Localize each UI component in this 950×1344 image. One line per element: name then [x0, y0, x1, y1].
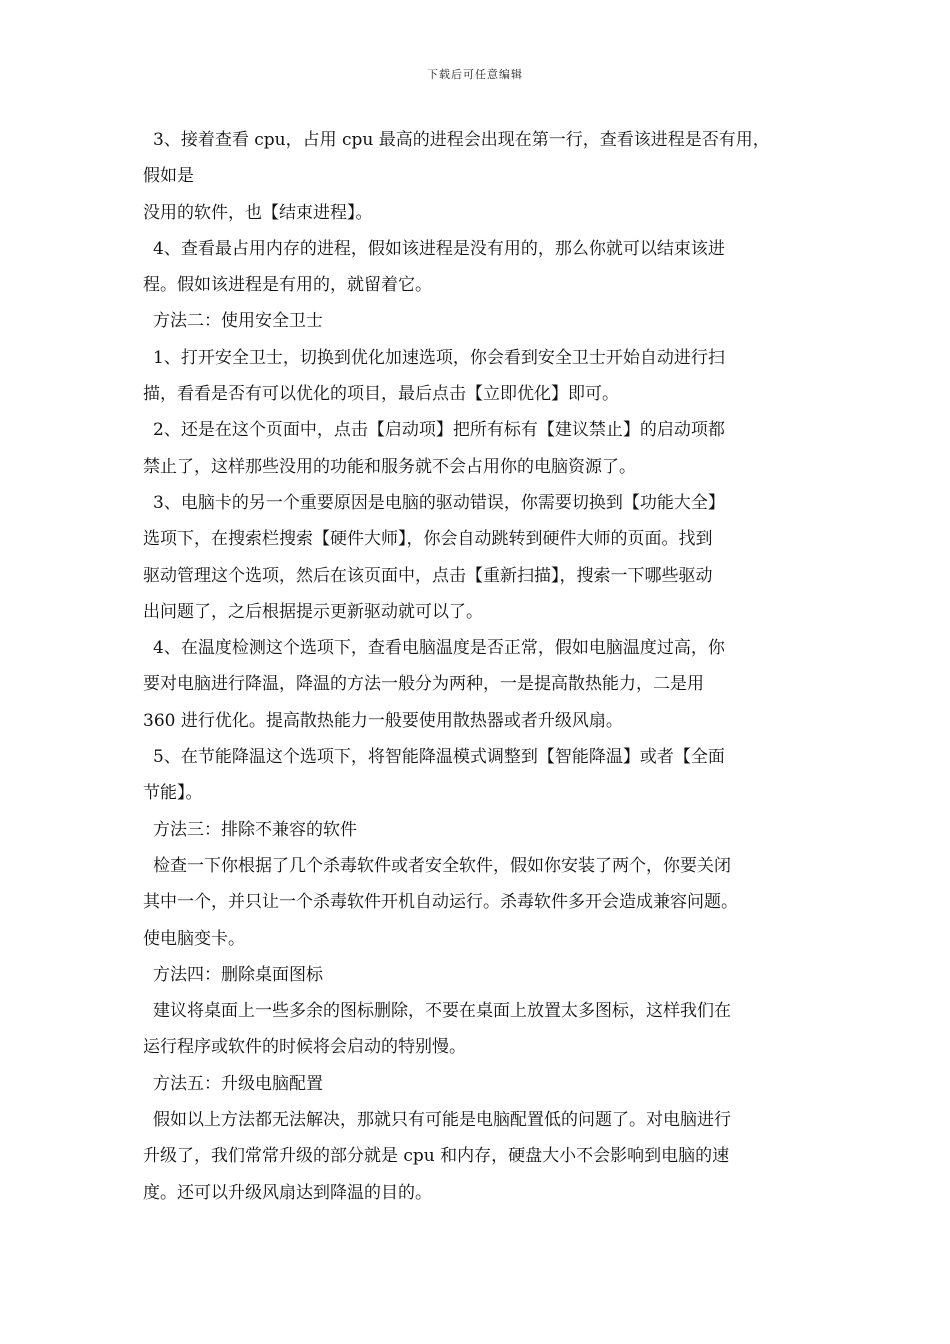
paragraph-line: 程。假如该进程是有用的，就留着它。 — [143, 275, 432, 296]
paragraph-line: 没用的软件，也【结束进程】。 — [143, 202, 373, 223]
paragraph-line: 检查一下你根据了几个杀毒软件或者安全软件，假如你安装了两个，你要关闭 — [153, 855, 731, 876]
paragraph-line: 假如以上方法都无法解决，那就只有可能是电脑配置低的问题了。对电脑进行 — [153, 1110, 731, 1131]
section-heading: 方法二：使用安全卫士 — [153, 311, 323, 332]
paragraph-line: 3、电脑卡的另一个重要原因是电脑的驱动错误，你需要切换到【功能大全】 — [153, 492, 725, 513]
paragraph-line: 运行程序或软件的时候将会启动的特别慢。 — [143, 1037, 466, 1058]
paragraph-line: 其中一个，并只让一个杀毒软件开机自动运行。杀毒软件多开会造成兼容问题。 — [143, 892, 738, 913]
paragraph-line: 禁止了，这样那些没用的功能和服务就不会占用你的电脑资源了。 — [143, 456, 636, 477]
paragraph-line: 1、打开安全卫士，切换到优化加速选项，你会看到安全卫士开始自动进行扫 — [153, 347, 725, 368]
section-heading: 方法五：升级电脑配置 — [153, 1073, 323, 1094]
paragraph-line: 驱动管理这个选项，然后在该页面中，点击【重新扫描】，搜索一下哪些驱动 — [143, 565, 713, 586]
paragraph-line: 4、查看最占用内存的进程，假如该进程是没有用的，那么你就可以结束该进 — [153, 238, 725, 259]
document-body — [143, 122, 828, 1211]
paragraph-line: 360 进行优化。提高散热能力一般要使用散热器或者升级风扇。 — [143, 710, 623, 731]
paragraph-line: 使电脑变卡。 — [143, 928, 245, 949]
paragraph-line: 出问题了，之后根据提示更新驱动就可以了。 — [143, 601, 483, 622]
section-heading: 方法四：删除桌面图标 — [153, 964, 323, 985]
paragraph-line: 要对电脑进行降温，降温的方法一般分为两种，一是提高散热能力，二是用 — [143, 674, 704, 695]
paragraph-line: 建议将桌面上一些多余的图标删除，不要在桌面上放置太多图标，这样我们在 — [153, 1001, 731, 1022]
paragraph-line: 5、在节能降温这个选项下，将智能降温模式调整到【智能降温】或者【全面 — [153, 747, 725, 768]
paragraph-line: 4、在温度检测这个选项下，查看电脑温度是否正常，假如电脑温度过高，你 — [153, 638, 725, 659]
paragraph-line: 3、接着查看 cpu，占用 cpu 最高的进程会出现在第一行，查看该进程是否有用， — [153, 130, 770, 150]
paragraph-line: 假如是 — [143, 166, 194, 187]
paragraph-line: 2、还是在这个页面中，点击【启动项】把所有标有【建议禁止】的启动项都 — [153, 420, 725, 441]
section-heading: 方法三：排除不兼容的软件 — [153, 819, 357, 840]
paragraph-line: 节能】。 — [143, 783, 203, 804]
page-header: 下载后可任意编辑 — [427, 68, 523, 81]
paragraph-line: 描，看看是否有可以优化的项目，最后点击【立即优化】即可。 — [143, 384, 619, 405]
paragraph-line: 升级了，我们常常升级的部分就是 cpu 和内存，硬盘大小不会影响到电脑的速 — [143, 1146, 730, 1167]
paragraph-line: 度。还可以升级风扇达到降温的目的。 — [143, 1182, 432, 1203]
paragraph-line: 选项下，在搜索栏搜索【硬件大师】，你会自动跳转到硬件大师的页面。找到 — [143, 529, 713, 550]
